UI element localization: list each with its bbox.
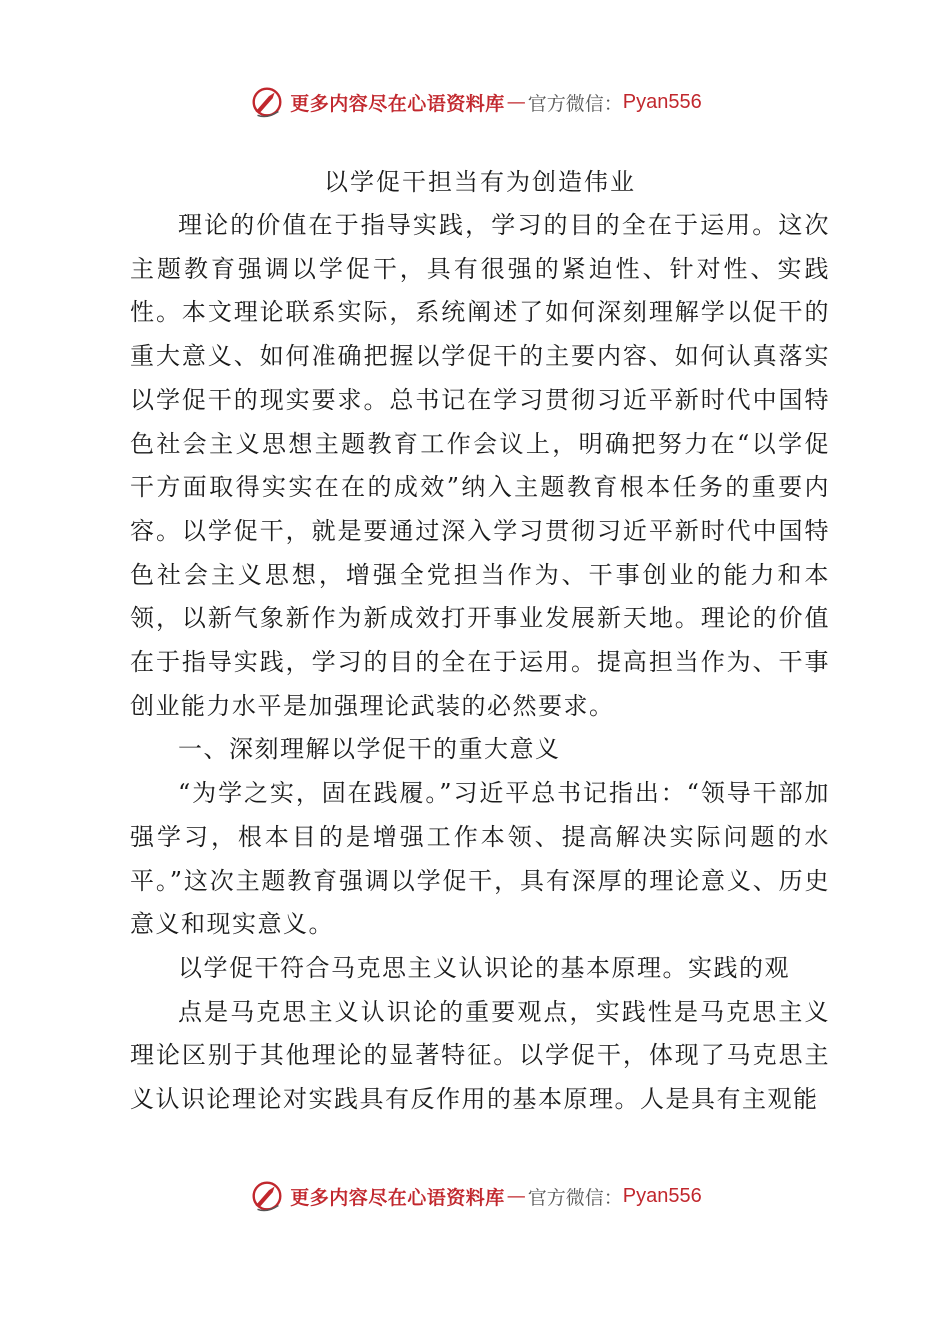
- banner-text: 更多内容尽在心语资料库: [290, 1186, 505, 1209]
- pen-logo-icon: [248, 83, 286, 121]
- header-banner: [0, 80, 950, 124]
- wechat-label: 官方微信：: [527, 92, 623, 115]
- paragraph: 以学促干符合马克思主义认识论的基本原理。实践的观: [178, 953, 790, 982]
- section-heading: 一、深刻理解以学促干的重大意义: [178, 735, 561, 764]
- footer-banner: [0, 1174, 950, 1218]
- wechat-label: 官方微信：: [527, 1186, 623, 1209]
- paragraph: 理论的价值在于指导实践，学习的目的全在于运用。这次主题教育强调以学促干，具有很强的紧迫性、针对性、实践性。本文理论联系实际，系统阐述了如何深刻理解学以促干的重大意义、如何准确把握以学促干的主要内容、如何认真落实以学促干的现实要求。总书记在学习贯彻习近平新时代中国特色社会主义思想主题教育工作会议上，明确把努力在“以学促干方面取得实实在在的成效”纳入主题教育根本任务的重要内容。以学促干，就是要通过深入学习贯彻习近平新时代中国特色社会主义思想，增强全党担当作为、干事创业的能力和本领，以新气象新作为新成效打开事业发展新天地。理论的价值在于指导实践，学习的目的全在于运用。提高担当作为、干事创业能力水平是加强理论武装的必然要求。: [130, 211, 830, 720]
- document-body: [130, 160, 830, 1122]
- wechat-id: Pyan556: [622, 90, 702, 113]
- wechat-id: Pyan556: [622, 1184, 702, 1207]
- paragraph: 点是马克思主义认识论的重要观点，实践性是马克思主义理论区别于其他理论的显著特征。以学促干，体现了马克思主义认识论理论对实践具有反作用的基本原理。人是具有主观能: [130, 997, 830, 1114]
- banner-dash: —: [506, 91, 526, 113]
- paragraph: “为学之实，固在践履。”习近平总书记指出：“领导干部加强学习，根本目的是增强工作本领、提高解决实际问题的水平。”这次主题教育强调以学促干，具有深厚的理论意义、历史意义和现实意义。: [130, 779, 830, 939]
- pen-logo-icon: [248, 1177, 286, 1215]
- banner-text: 更多内容尽在心语资料库: [290, 92, 505, 115]
- banner-dash: —: [506, 1185, 526, 1207]
- document-title: 以学促干担当有为创造伟业: [324, 168, 636, 196]
